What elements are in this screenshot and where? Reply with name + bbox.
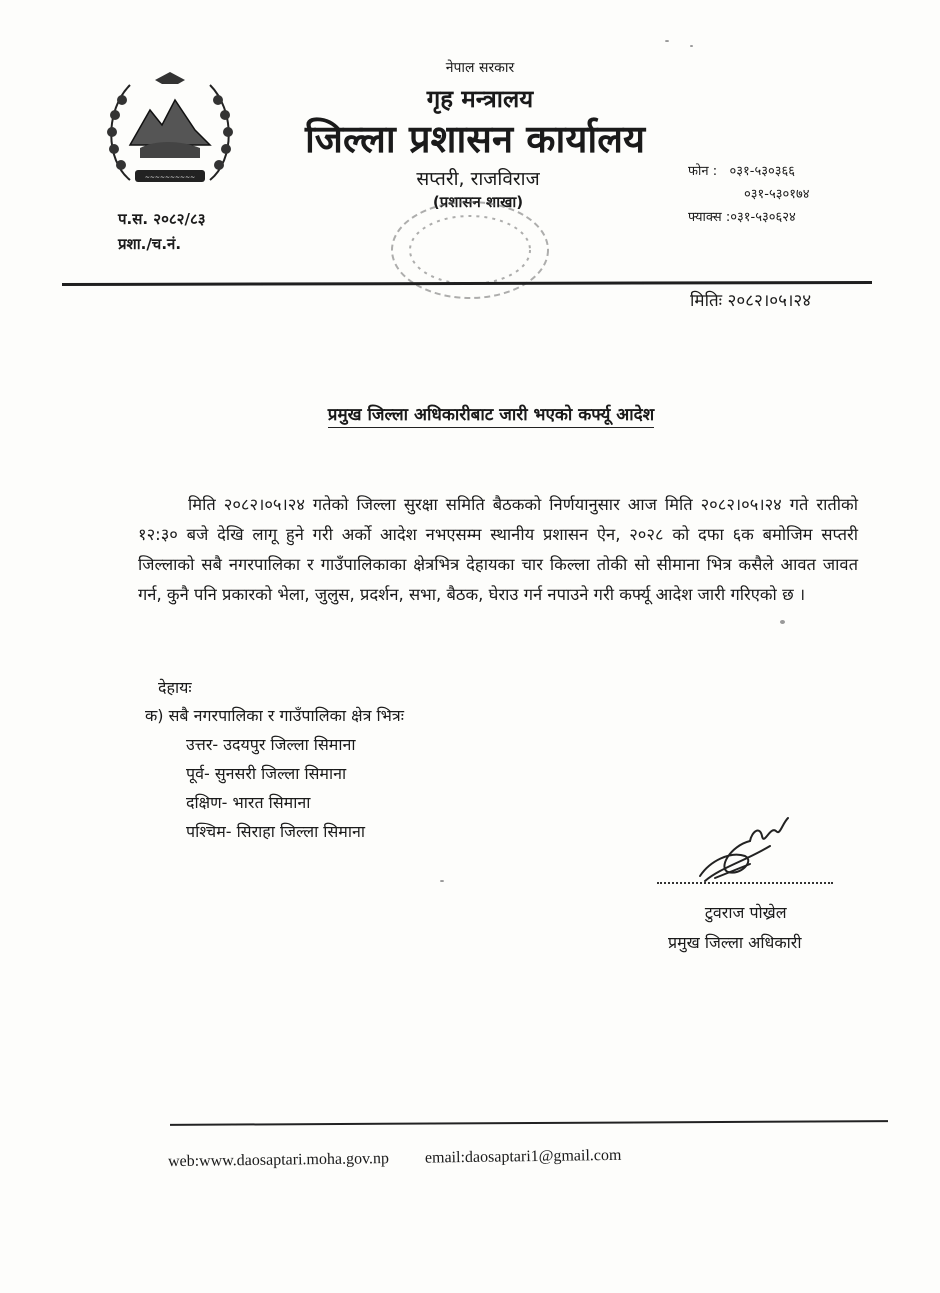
- office-stamp-icon: [378, 200, 558, 310]
- contact-block: [688, 160, 810, 229]
- boundary-list: [186, 730, 365, 846]
- government-name: नेपाल सरकार: [445, 60, 515, 76]
- dispatch-number: प्रशा./च.नं.: [118, 235, 182, 253]
- letter-body: [138, 490, 858, 610]
- body-text: मिति २०८२।०५।२४ गतेको जिल्ला सुरक्षा समिति बैठकको निर्णयानुसार आज मिति २०८२।०५।२४ गते रातीको १२:३० बजे देखि लागू हुने गरी अर्को आदेश नभएसम्म स्थानीय प्रशासन ऐन, २०२८ को दफा ६क बमोजिम सप्तरी जिल्लाको सबै नगरपालिका र गाउँपालिकाका क्षेत्रभित्र देहायका चार किल्ला तोकी सो सीमाना भित्र कसैले आवत जावत गर्न, कुनै पनि प्रकारको भेला, जुलुस, प्रदर्शन, सभा, बैठक, घेराउ गर्न नपाउने गरी कर्फ्यू आदेश जारी गरिएको छ ।: [138, 495, 858, 604]
- letter-subject: [0, 402, 940, 425]
- letter-date: मितिः २०८२।०५।२४: [690, 291, 812, 311]
- boundary-north: उत्तर- उदयपुर जिल्ला सिमाना: [186, 735, 356, 754]
- boundary-south: दक्षिण- भारत सिमाना: [186, 793, 311, 812]
- phone-number-1: ०३१-५३०३६६: [729, 164, 796, 179]
- scan-speck: [665, 40, 669, 42]
- boundary-west: पश्चिम- सिराहा जिल्ला सिमाना: [186, 822, 365, 841]
- letter-number: प.स. २०८२/८३: [118, 210, 206, 228]
- signature-line: [657, 882, 833, 884]
- scan-speck: [440, 880, 444, 882]
- reference-block: [118, 207, 206, 257]
- signatory-block: [668, 898, 802, 958]
- footer-divider: [170, 1120, 888, 1126]
- office-name: जिल्ला प्रशासन कार्यालय: [304, 117, 646, 161]
- section-ka: क) सबै नगरपालिका र गाउँपालिका क्षेत्र भित्रः: [145, 706, 404, 725]
- signatory-name: टुवराज पोख्रेल: [704, 903, 787, 922]
- office-location: सप्तरी, राजविराज: [416, 168, 540, 190]
- signature-icon: [690, 806, 810, 886]
- phone-label: फोन :: [688, 164, 718, 179]
- scan-speck: [780, 620, 785, 624]
- footer-website[interactable]: web:www.daosaptari.moha.gov.np: [167, 1150, 390, 1171]
- subject-text: प्रमुख जिल्ला अधिकारीबाट जारी भएको कर्फ्यू आदेश: [328, 405, 654, 428]
- phone-number-2: ०३१-५३०१७४: [744, 187, 810, 202]
- fax-number: ०३१-५३०६२४: [730, 210, 796, 225]
- fax-label: फ्याक्स :: [688, 210, 731, 225]
- following-label: देहायः: [158, 678, 192, 697]
- office-section: (प्रशासन शाखा): [432, 193, 524, 211]
- svg-text:~~~~~~~~~~: ~~~~~~~~~~: [144, 174, 196, 181]
- ministry-name: गृह मन्त्रालय: [426, 85, 534, 113]
- footer-email[interactable]: email:daosaptari1@gmail.com: [424, 1146, 622, 1167]
- footer: [168, 1147, 622, 1171]
- signatory-title: प्रमुख जिल्ला अधिकारी: [668, 933, 802, 952]
- boundary-east: पूर्व- सुनसरी जिल्ला सिमाना: [186, 764, 347, 783]
- scan-speck: [690, 45, 693, 47]
